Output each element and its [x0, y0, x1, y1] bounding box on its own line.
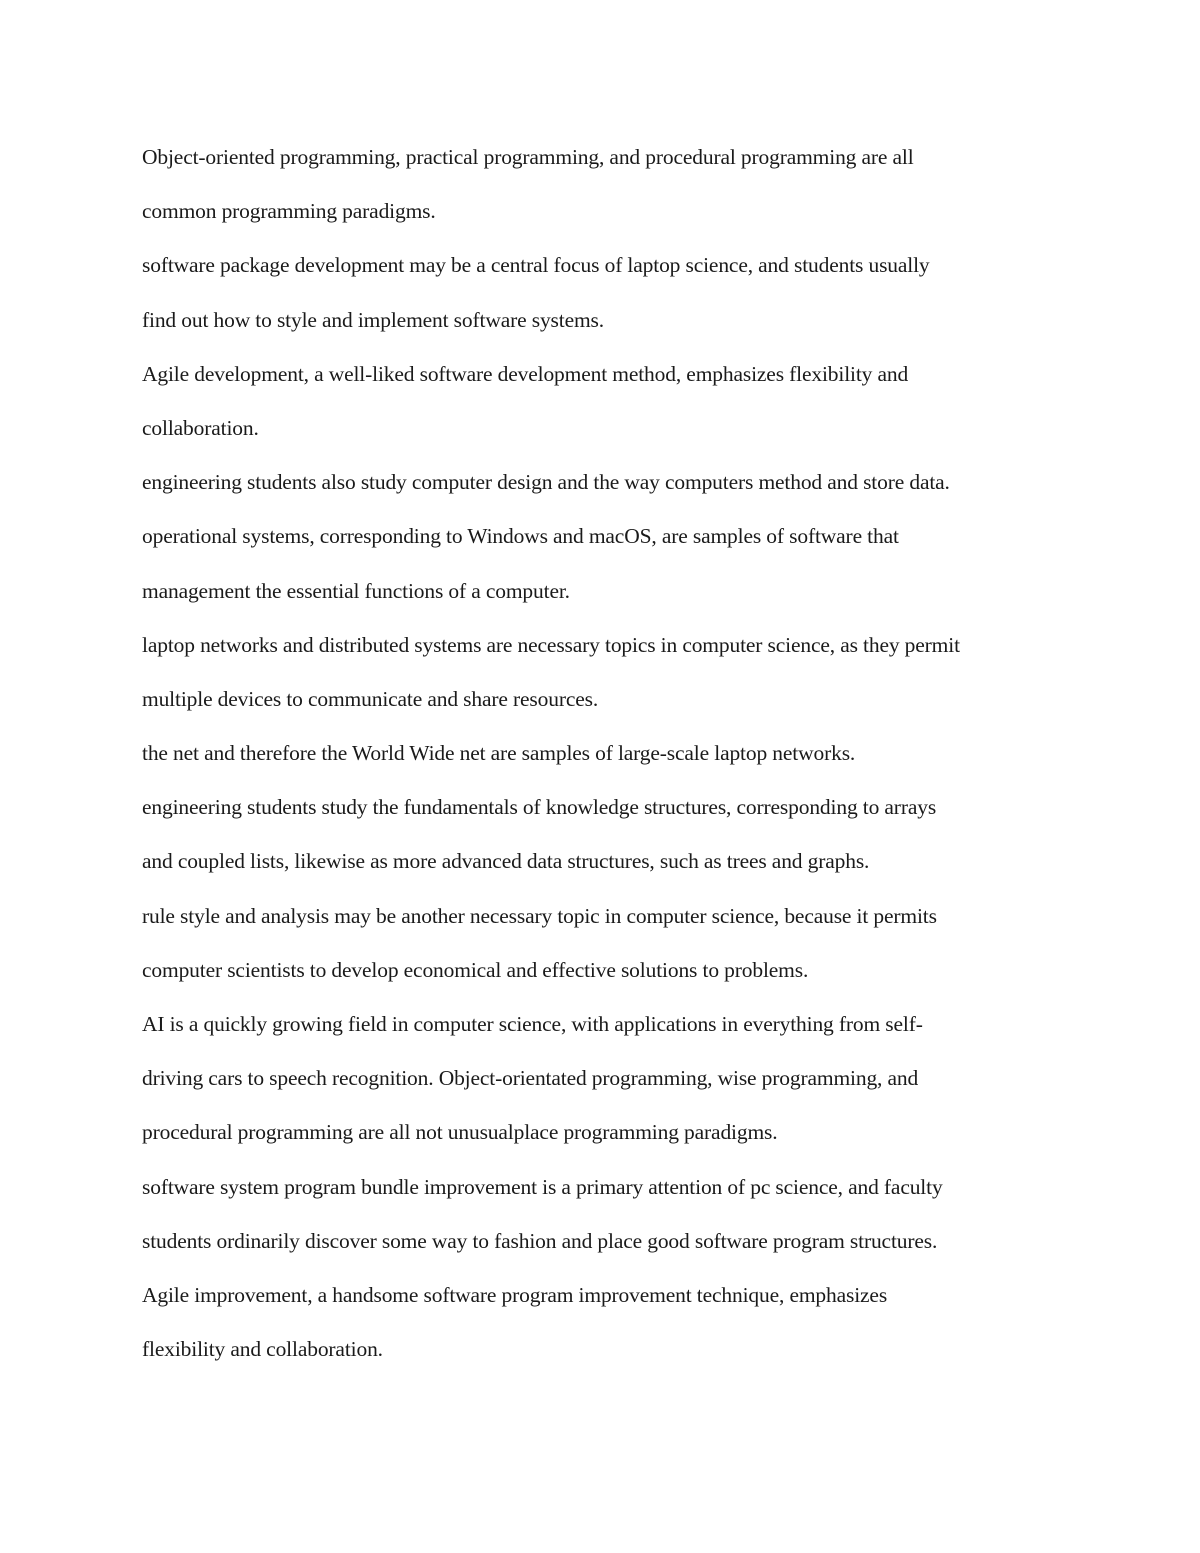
text-line: and coupled lists, likewise as more advanced data structures, such as trees and graphs.: [142, 849, 870, 874]
text-line: multiple devices to communicate and share resources.: [142, 686, 599, 711]
text-line: the net and therefore the World Wide net are samples of large-scale laptop networks.: [142, 741, 856, 766]
text-line: laptop networks and distributed systems are necessary topics in computer science, as they permit: [142, 632, 960, 657]
text-line: common programming paradigms.: [142, 199, 436, 224]
text-line: Agile development, a well-liked software development method, emphasizes flexibility and: [142, 361, 909, 386]
text-line: procedural programming are all not unusualplace programming paradigms.: [142, 1120, 778, 1145]
document-body: [142, 130, 1072, 1376]
text-line: Object-oriented programming, practical programming, and procedural programming are all: [142, 145, 914, 169]
text-line: computer scientists to develop economical and effective solutions to problems.: [142, 957, 809, 982]
text-line: management the essential functions of a computer.: [142, 578, 570, 603]
text-line: operational systems, corresponding to Windows and macOS, are samples of software that: [142, 524, 899, 549]
text-line: collaboration.: [142, 415, 259, 440]
text-line: AI is a quickly growing field in computer science, with applications in everything from self-: [142, 1012, 923, 1036]
text-line: software system program bundle improvement is a primary attention of pc science, and faculty: [142, 1174, 943, 1199]
text-line: software package development may be a central focus of laptop science, and students usually: [142, 253, 930, 278]
text-line: driving cars to speech recognition. Object-orientated programming, wise programming, and: [142, 1066, 919, 1091]
text-line: flexibility and collaboration.: [142, 1337, 383, 1362]
text-line: engineering students study the fundamentals of knowledge structures, corresponding to arrays: [142, 795, 937, 820]
text-line: rule style and analysis may be another necessary topic in computer science, because it permits: [142, 903, 937, 928]
text-line: Agile improvement, a handsome software program improvement technique, emphasizes: [142, 1282, 888, 1307]
text-line: students ordinarily discover some way to fashion and place good software program structures.: [142, 1228, 938, 1253]
text-line: engineering students also study computer design and the way computers method and store data.: [142, 470, 950, 495]
text-line: find out how to style and implement software systems.: [142, 307, 604, 332]
